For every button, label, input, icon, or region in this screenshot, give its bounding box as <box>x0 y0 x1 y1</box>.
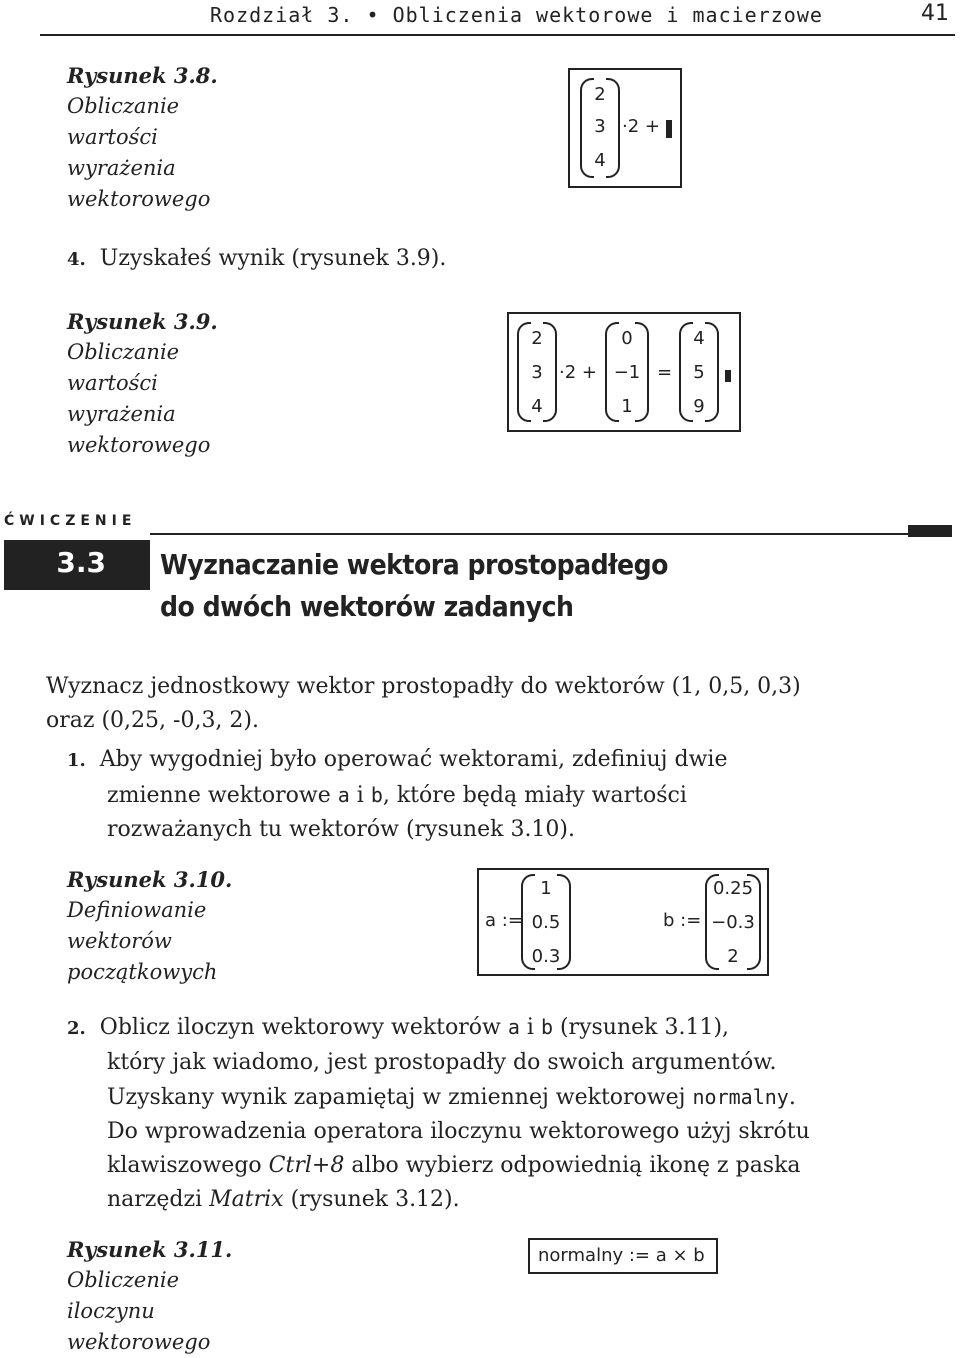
exercise-rule <box>150 533 950 535</box>
vector-a <box>521 874 571 970</box>
step-text: i <box>349 783 371 808</box>
caption-number: Rysunek 3.10. <box>67 867 233 892</box>
vector-cell: 5 <box>693 362 705 383</box>
vector-cell: −0.3 <box>711 912 755 933</box>
caption-line: iloczynu <box>67 1299 155 1323</box>
cursor-placeholder <box>725 370 731 382</box>
vector-cell: 4 <box>693 328 705 349</box>
vector-cell: 4 <box>594 150 606 171</box>
page-number: 41 <box>921 1 949 26</box>
figure-3-11-image <box>528 1238 718 1274</box>
caption-number: Rysunek 3.9. <box>67 309 218 334</box>
caption-line: wartości <box>67 125 158 149</box>
vector-cell: 4 <box>531 396 543 417</box>
exercise-number: 3.3 <box>4 540 150 590</box>
exercise-title <box>160 544 668 628</box>
caption-line: wektorowego <box>67 433 211 457</box>
vector-cell: −1 <box>613 362 641 383</box>
exercise-tab-marker <box>908 525 952 537</box>
multiply-plus-operator: ·2 + <box>559 362 597 383</box>
exercise-label: ĆWICZENIE <box>4 513 137 529</box>
step-text: i <box>519 1015 541 1040</box>
caption-number: Rysunek 3.8. <box>67 63 218 88</box>
step-text: (rysunek 3.12). <box>283 1187 460 1212</box>
step-text: albo wybierz odpowiednią ikonę z paska <box>344 1153 801 1178</box>
vector-middle <box>605 322 649 422</box>
variable-b: b <box>540 1015 553 1039</box>
step-text: . <box>788 1085 796 1110</box>
step-text: (rysunek 3.11), <box>552 1015 730 1040</box>
vector-result <box>679 322 719 422</box>
vector-cell: 1 <box>621 396 633 417</box>
equals-sign: = <box>657 362 673 383</box>
cross-product-expression: normalny := a × b <box>538 1245 705 1266</box>
caption-line: wektorowego <box>67 1330 211 1354</box>
vector-cell: 9 <box>693 396 705 417</box>
caption-line: wyrażenia <box>67 156 176 180</box>
step-number: 2. <box>67 1018 86 1039</box>
keyboard-shortcut: Ctrl+8 <box>268 1153 345 1178</box>
caption-line: początkowych <box>67 960 218 984</box>
variable-b: b <box>370 783 383 807</box>
figure-3-10-caption <box>67 864 297 988</box>
figure-3-8-caption <box>67 60 297 215</box>
variable-a: a <box>337 783 350 807</box>
figure-3-10-image <box>477 868 769 976</box>
variable-normalny: normalny <box>692 1085 789 1109</box>
figure-3-11-caption <box>67 1234 297 1358</box>
intro-line: oraz (0,25, -0,3, 2). <box>46 708 259 733</box>
step-text: Uzyskany wynik zapamiętaj w zmiennej wektorowej <box>107 1085 693 1110</box>
vector-left <box>517 322 557 422</box>
caption-line: wektorowego <box>67 187 211 211</box>
step-2 <box>67 1010 947 1217</box>
vector-cell: 2 <box>531 328 543 349</box>
caption-line: Obliczanie <box>67 340 180 364</box>
step-number: 4. <box>67 249 86 270</box>
figure-3-9-caption <box>67 306 297 461</box>
exercise-title-line: do dwóch wektorów zadanych <box>160 590 574 623</box>
definition-a-label: a := <box>485 910 523 931</box>
vector-cell: 2 <box>594 84 606 105</box>
vector-2-3-4 <box>580 78 620 178</box>
step-text: , które będą miały wartości <box>382 783 687 808</box>
figure-3-8-image <box>568 68 682 188</box>
caption-line: Obliczanie <box>67 94 180 118</box>
vector-cell: 0.25 <box>712 878 754 899</box>
vector-cell: 1 <box>540 878 552 899</box>
chapter-title: Rozdział 3. • Obliczenia wektorowe i macierzowe <box>210 3 823 27</box>
caption-line: wartości <box>67 371 158 395</box>
step-text: Oblicz iloczyn wektorowy wektorów <box>99 1015 508 1040</box>
vector-cell: 0.5 <box>531 912 561 933</box>
step-4 <box>67 242 446 277</box>
definition-b-label: b := <box>663 910 702 931</box>
vector-cell: 0 <box>621 328 633 349</box>
caption-line: wyrażenia <box>67 402 176 426</box>
step-1 <box>67 743 947 847</box>
multiply-plus-operator: ·2 + <box>622 116 660 137</box>
step-text: klawiszowego <box>107 1153 269 1178</box>
running-header <box>40 0 955 36</box>
vector-cell: 3 <box>594 116 606 137</box>
caption-number: Rysunek 3.11. <box>67 1237 233 1262</box>
vector-cell: 3 <box>531 362 543 383</box>
figure-3-9-image <box>507 312 741 432</box>
step-text: narzędzi <box>107 1187 210 1212</box>
step-text: Aby wygodniej było operować wektorami, zdefiniuj dwie <box>99 747 728 772</box>
toolbar-name: Matrix <box>209 1187 284 1212</box>
step-text: zmienne wektorowe <box>107 783 338 808</box>
variable-a: a <box>507 1015 520 1039</box>
caption-line: Obliczenie <box>67 1268 180 1292</box>
intro-line: Wyznacz jednostkowy wektor prostopadły do wektorów (1, 0,5, 0,3) <box>46 674 801 699</box>
step-text: Uzyskałeś wynik (rysunek 3.9). <box>99 246 447 271</box>
step-text: który jak wiadomo, jest prostopadły do swoich argumentów. <box>107 1050 777 1075</box>
step-text: Do wprowadzenia operatora iloczynu wektorowego użyj skrótu <box>107 1119 810 1144</box>
step-number: 1. <box>67 750 86 771</box>
caption-line: Definiowanie <box>67 898 207 922</box>
exercise-title-line: Wyznaczanie wektora prostopadłego <box>160 548 668 581</box>
step-text: rozważanych tu wektorów (rysunek 3.10). <box>107 817 576 842</box>
cursor-placeholder <box>666 120 672 138</box>
caption-line: wektorów <box>67 929 172 953</box>
vector-cell: 2 <box>727 946 739 967</box>
vector-b <box>705 874 761 970</box>
exercise-intro <box>46 670 956 738</box>
vector-cell: 0.3 <box>531 946 561 967</box>
